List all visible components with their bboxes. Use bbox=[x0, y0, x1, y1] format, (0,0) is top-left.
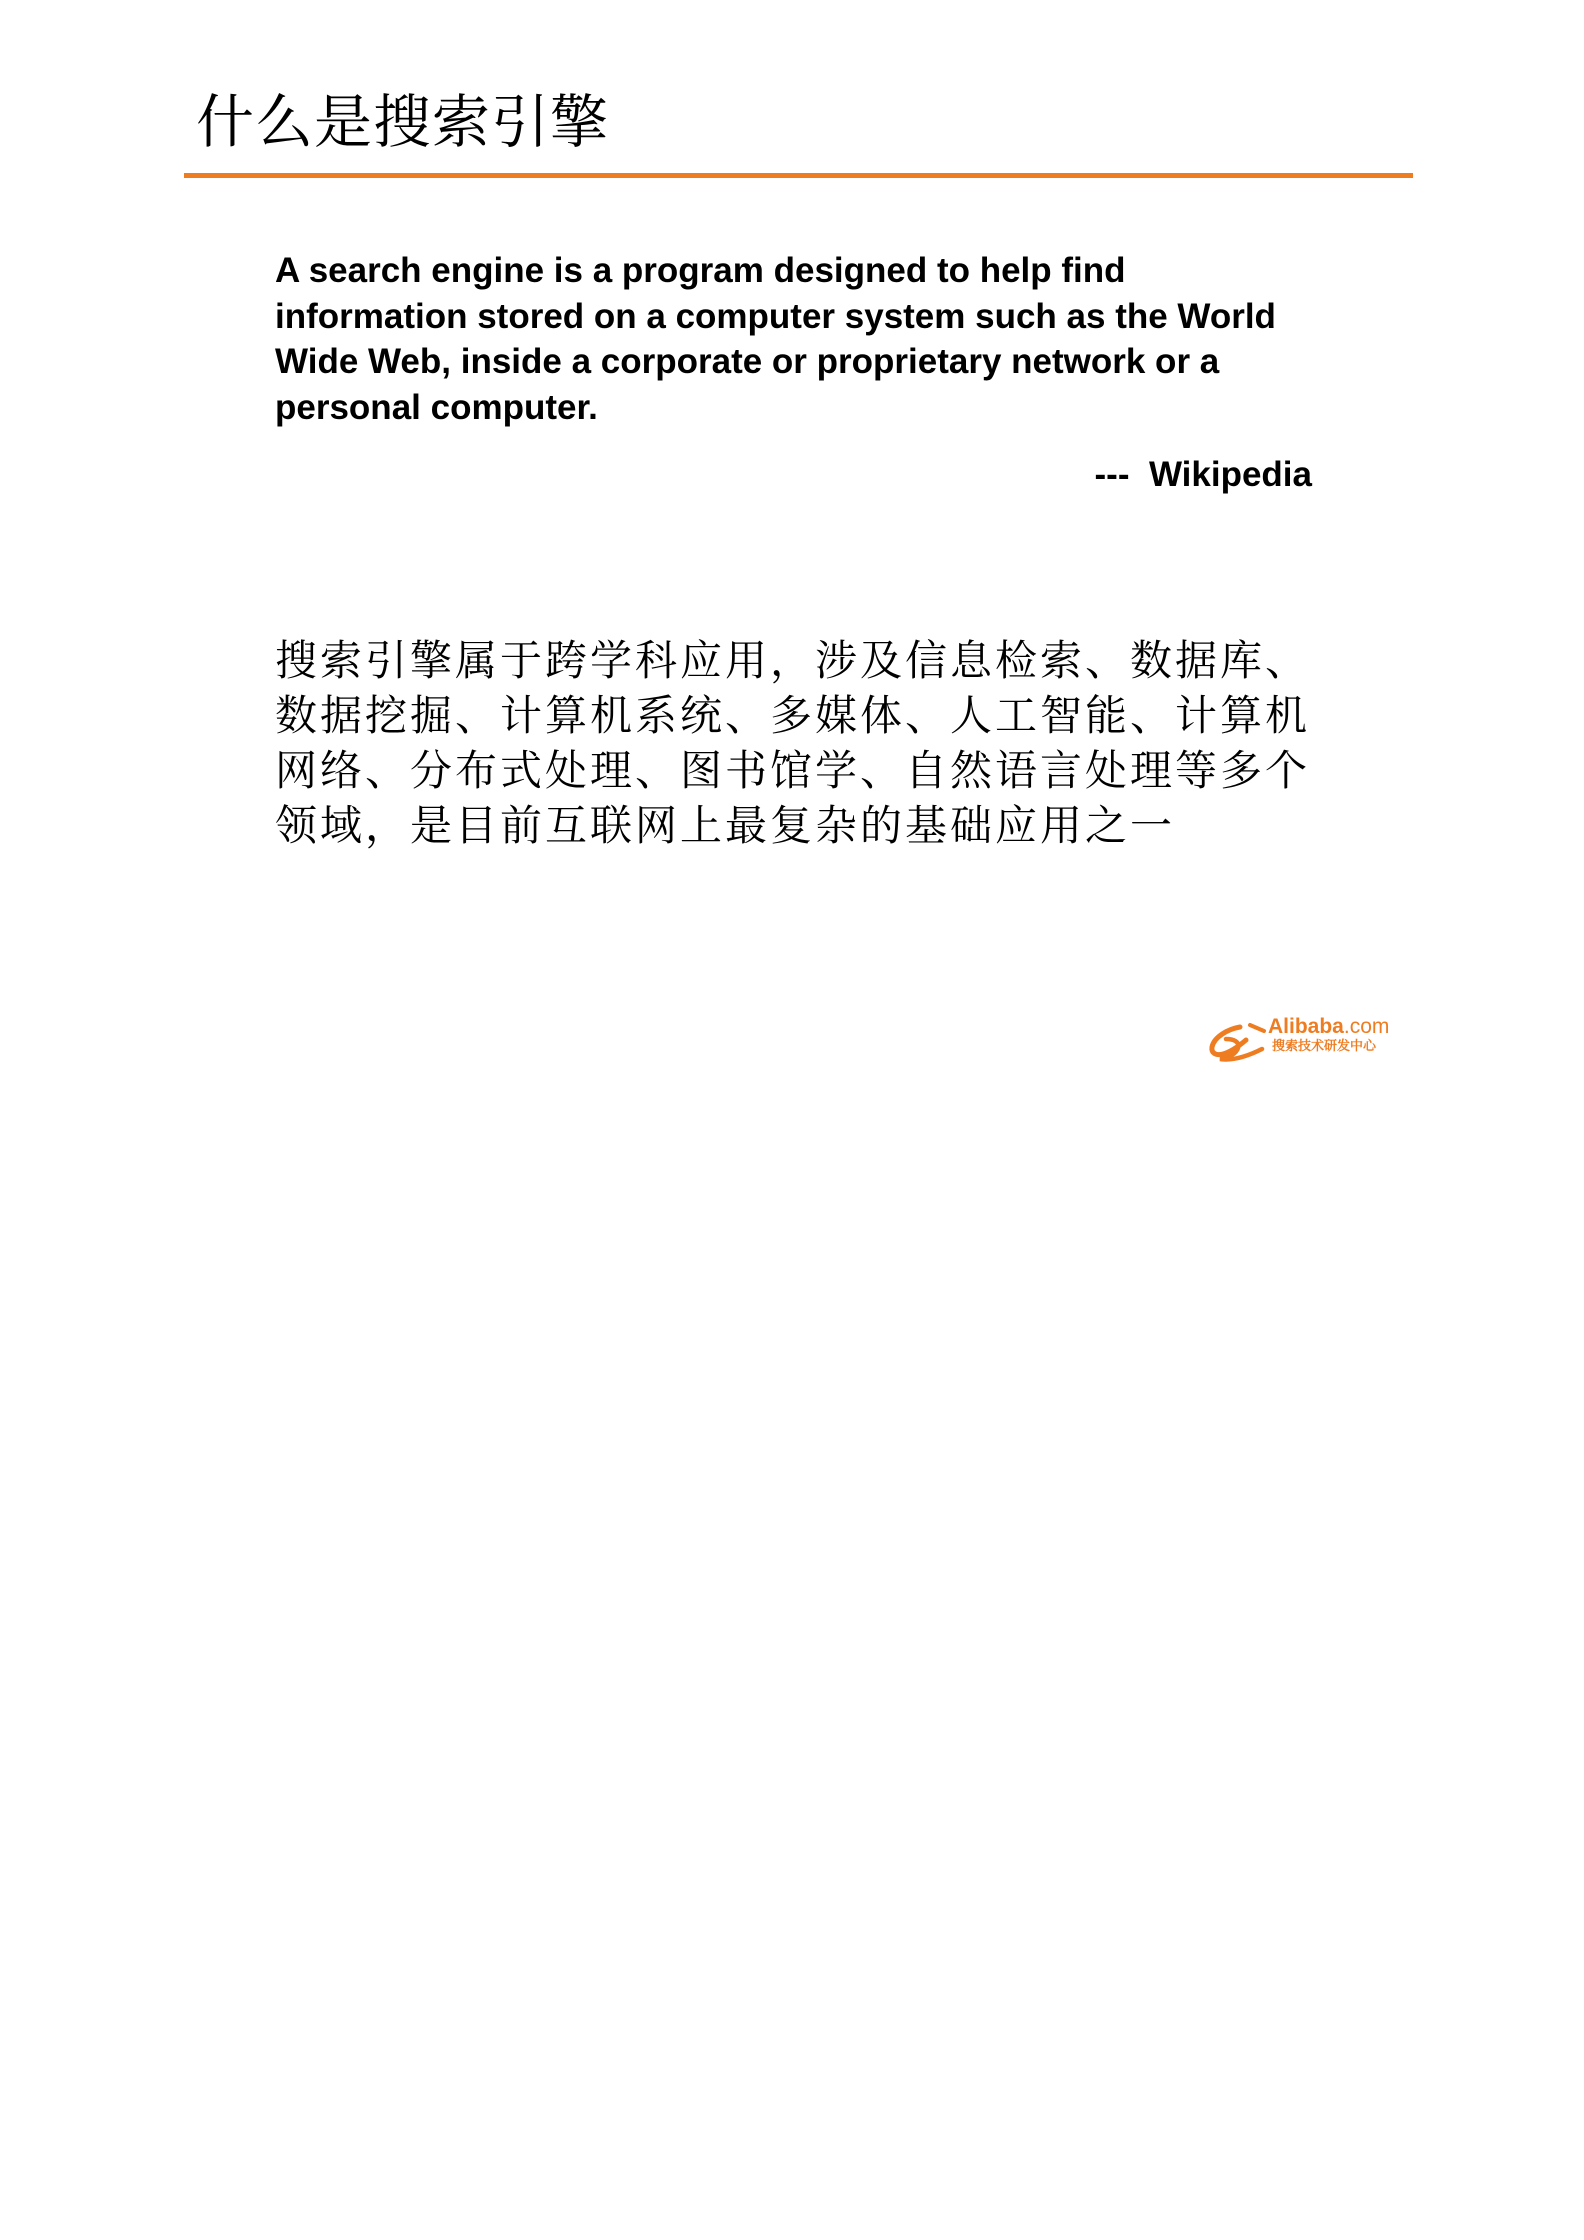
logo-subtitle: 搜索技术研发中心 bbox=[1272, 1039, 1377, 1054]
logo-wordmark bbox=[1268, 1015, 1389, 1039]
logo-domain-suffix: .com bbox=[1343, 1015, 1390, 1038]
title-divider bbox=[184, 173, 1413, 178]
alibaba-logo-icon bbox=[1206, 1019, 1268, 1063]
logo-brand: Alibaba bbox=[1268, 1015, 1344, 1038]
alibaba-logo bbox=[1206, 1015, 1406, 1065]
quote-attribution: --- Wikipedia bbox=[1094, 455, 1312, 494]
page-title: 什么是搜索引擎 bbox=[196, 88, 610, 156]
chinese-description: 搜索引擎属于跨学科应用，涉及信息检索、数据库、数据挖掘、计算机系统、多媒体、人工智能、计算机网络、分布式处理、图书馆学、自然语言处理等多个领域，是目前互联网上最复杂的基础应用之一 bbox=[275, 636, 1311, 850]
definition-quote: A search engine is a program designed to help find information stored on a computer system such as the World Wide Web, inside a corporate or proprietary network or a personal computer. bbox=[275, 251, 1276, 427]
